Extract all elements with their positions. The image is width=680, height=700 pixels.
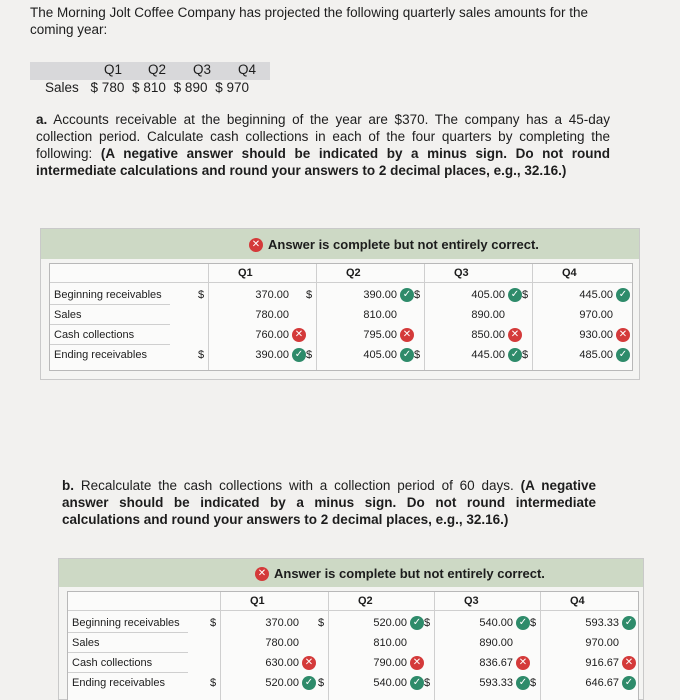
currency-symbol: $ <box>414 349 421 361</box>
currency-symbol: $ <box>306 349 313 361</box>
part-a-status-text: Answer is complete but not entirely correct. <box>268 237 539 252</box>
currency-symbol: $ <box>522 289 529 301</box>
incorrect-icon: ✕ <box>249 238 263 252</box>
answer-value: 780.00 <box>265 637 299 649</box>
row-label: Ending receivables <box>54 349 147 361</box>
currency-symbol: $ <box>414 289 421 301</box>
answer-value: 540.00 <box>373 677 407 689</box>
answer-input[interactable] <box>220 615 316 631</box>
answer-input[interactable] <box>532 307 630 323</box>
answer-value: 760.00 <box>255 329 289 341</box>
answer-input[interactable] <box>532 347 630 363</box>
answer-input[interactable] <box>220 675 316 691</box>
answer-value: 593.33 <box>585 617 619 629</box>
currency-symbol: $ <box>530 617 537 629</box>
answer-input[interactable] <box>532 327 630 343</box>
answer-value: 445.00 <box>579 289 613 301</box>
sales-header-q3: Q3 <box>193 62 212 77</box>
sales-value-q4: $ 970 <box>215 80 250 95</box>
check-icon: ✓ <box>622 676 636 690</box>
answer-input[interactable] <box>434 635 530 651</box>
answer-value: 520.00 <box>373 617 407 629</box>
table-divider <box>68 610 638 611</box>
answer-value: 795.00 <box>363 329 397 341</box>
answer-value: 593.33 <box>479 677 513 689</box>
answer-input[interactable] <box>220 635 316 651</box>
row-divider <box>50 324 170 325</box>
row-label: Ending receivables <box>72 677 165 689</box>
check-icon: ✓ <box>410 616 424 630</box>
incorrect-icon: ✕ <box>516 656 530 670</box>
incorrect-icon: ✕ <box>410 656 424 670</box>
answer-value: 485.00 <box>579 349 613 361</box>
sales-header-q1: Q1 <box>104 62 123 77</box>
row-divider <box>50 344 170 345</box>
answer-input[interactable] <box>328 655 424 671</box>
column-header-q1: Q1 <box>250 595 265 607</box>
row-divider <box>68 632 188 633</box>
answer-value: 930.00 <box>579 329 613 341</box>
check-icon: ✓ <box>410 676 424 690</box>
check-icon: ✓ <box>508 288 522 302</box>
answer-value: 810.00 <box>363 309 397 321</box>
row-label: Sales <box>54 309 82 321</box>
part-a-instructions: (A negative answer should be indicated by a minus sign. Do not round intermediate calculations and round your answers to 2 decimal places, e.g., 32.16.) <box>36 146 610 178</box>
incorrect-icon: ✕ <box>255 567 269 581</box>
answer-value: 780.00 <box>255 309 289 321</box>
check-icon: ✓ <box>508 348 522 362</box>
check-icon: ✓ <box>516 676 530 690</box>
row-label: Beginning receivables <box>72 617 180 629</box>
check-icon: ✓ <box>292 348 306 362</box>
answer-value: 390.00 <box>363 289 397 301</box>
currency-symbol: $ <box>210 677 217 689</box>
answer-input[interactable] <box>434 675 530 691</box>
currency-symbol: $ <box>306 289 313 301</box>
table-divider <box>50 282 632 283</box>
part-b-table <box>67 591 639 700</box>
answer-value: 630.00 <box>265 657 299 669</box>
sales-row-label: Sales <box>45 80 79 95</box>
part-a-status <box>249 237 539 252</box>
answer-input[interactable] <box>208 287 306 303</box>
sales-header-q2: Q2 <box>148 62 167 77</box>
currency-symbol: $ <box>522 349 529 361</box>
part-b-status-text: Answer is complete but not entirely correct. <box>274 566 545 581</box>
sales-value-q3: $ 890 <box>173 80 208 95</box>
part-b-question <box>62 477 596 528</box>
check-icon: ✓ <box>616 348 630 362</box>
part-b-letter: b. <box>62 478 74 493</box>
part-b-status <box>255 566 545 581</box>
currency-symbol: $ <box>424 617 431 629</box>
answer-value: 850.00 <box>471 329 505 341</box>
row-label: Sales <box>72 637 100 649</box>
row-divider <box>68 672 188 673</box>
incorrect-icon: ✕ <box>508 328 522 342</box>
answer-input[interactable] <box>316 347 414 363</box>
answer-value: 890.00 <box>471 309 505 321</box>
part-b-text: Recalculate the cash collections with a collection period of 60 days. <box>80 478 514 493</box>
answer-input[interactable] <box>208 347 306 363</box>
answer-input[interactable] <box>316 327 414 343</box>
answer-value: 390.00 <box>255 349 289 361</box>
answer-input[interactable] <box>540 615 636 631</box>
answer-input[interactable] <box>424 347 522 363</box>
column-header-q4: Q4 <box>562 267 577 279</box>
answer-value: 405.00 <box>363 349 397 361</box>
incorrect-icon: ✕ <box>616 328 630 342</box>
answer-value: 916.67 <box>585 657 619 669</box>
answer-value: 520.00 <box>265 677 299 689</box>
check-icon: ✓ <box>616 288 630 302</box>
answer-value: 445.00 <box>471 349 505 361</box>
part-b-instructions: (A negative answer should be indicated by a minus sign. Do not round intermediate calculations and round your answers to 2 decimal places, e.g., 32.16.) <box>62 478 596 527</box>
answer-value: 810.00 <box>373 637 407 649</box>
column-header-q1: Q1 <box>238 267 253 279</box>
row-label: Cash collections <box>72 657 153 669</box>
incorrect-icon: ✕ <box>400 328 414 342</box>
answer-input[interactable] <box>328 635 424 651</box>
answer-value: 540.00 <box>479 617 513 629</box>
check-icon: ✓ <box>400 288 414 302</box>
currency-symbol: $ <box>198 289 205 301</box>
column-header-q3: Q3 <box>464 595 479 607</box>
answer-value: 890.00 <box>479 637 513 649</box>
answer-input[interactable] <box>434 615 530 631</box>
check-icon: ✓ <box>516 616 530 630</box>
answer-input[interactable] <box>540 675 636 691</box>
answer-input[interactable] <box>424 287 522 303</box>
sales-row <box>45 80 249 95</box>
answer-input[interactable] <box>208 307 306 323</box>
answer-input[interactable] <box>328 615 424 631</box>
answer-input[interactable] <box>220 655 316 671</box>
answer-value: 646.67 <box>585 677 619 689</box>
answer-value: 370.00 <box>255 289 289 301</box>
currency-symbol: $ <box>198 349 205 361</box>
part-b-answer-panel <box>58 558 644 700</box>
incorrect-icon: ✕ <box>622 656 636 670</box>
part-a-text: Accounts receivable at the beginning of the year are $370. The company has a 45-day collection period. Calculate cash collections in each of the four quarters by completing the following: <box>36 112 610 161</box>
sales-value-q1: $ 780 <box>90 80 125 95</box>
row-divider <box>50 304 170 305</box>
answer-input[interactable] <box>424 327 522 343</box>
incorrect-icon: ✕ <box>302 656 316 670</box>
currency-symbol: $ <box>530 677 537 689</box>
currency-symbol: $ <box>424 677 431 689</box>
part-a-letter: a. <box>36 112 48 127</box>
column-header-q2: Q2 <box>358 595 373 607</box>
answer-value: 970.00 <box>579 309 613 321</box>
problem-intro: The Morning Jolt Coffee Company has projected the following quarterly sales amounts for the coming year: <box>30 5 589 37</box>
answer-input[interactable] <box>532 287 630 303</box>
column-header-q4: Q4 <box>570 595 585 607</box>
check-icon: ✓ <box>400 348 414 362</box>
answer-input[interactable] <box>540 635 636 651</box>
answer-input[interactable] <box>208 327 306 343</box>
check-icon: ✓ <box>302 676 316 690</box>
column-header-q3: Q3 <box>454 267 469 279</box>
row-label: Beginning receivables <box>54 289 162 301</box>
answer-value: 790.00 <box>373 657 407 669</box>
answer-value: 970.00 <box>585 637 619 649</box>
column-header-q2: Q2 <box>346 267 361 279</box>
sales-header-q4: Q4 <box>238 62 257 77</box>
answer-input[interactable] <box>316 307 414 323</box>
row-divider <box>68 652 188 653</box>
incorrect-icon: ✕ <box>292 328 306 342</box>
answer-value: 405.00 <box>471 289 505 301</box>
answer-value: 836.67 <box>479 657 513 669</box>
row-label: Cash collections <box>54 329 135 341</box>
answer-input[interactable] <box>316 287 414 303</box>
currency-symbol: $ <box>210 617 217 629</box>
part-a-table <box>49 263 633 371</box>
part-a-answer-panel <box>40 228 640 380</box>
part-a-question <box>36 111 610 179</box>
answer-input[interactable] <box>434 655 530 671</box>
answer-input[interactable] <box>328 675 424 691</box>
currency-symbol: $ <box>318 617 325 629</box>
answer-input[interactable] <box>424 307 522 323</box>
check-icon: ✓ <box>622 616 636 630</box>
sales-value-q2: $ 810 <box>132 80 166 95</box>
answer-input[interactable] <box>540 655 636 671</box>
answer-value: 370.00 <box>265 617 299 629</box>
currency-symbol: $ <box>318 677 325 689</box>
